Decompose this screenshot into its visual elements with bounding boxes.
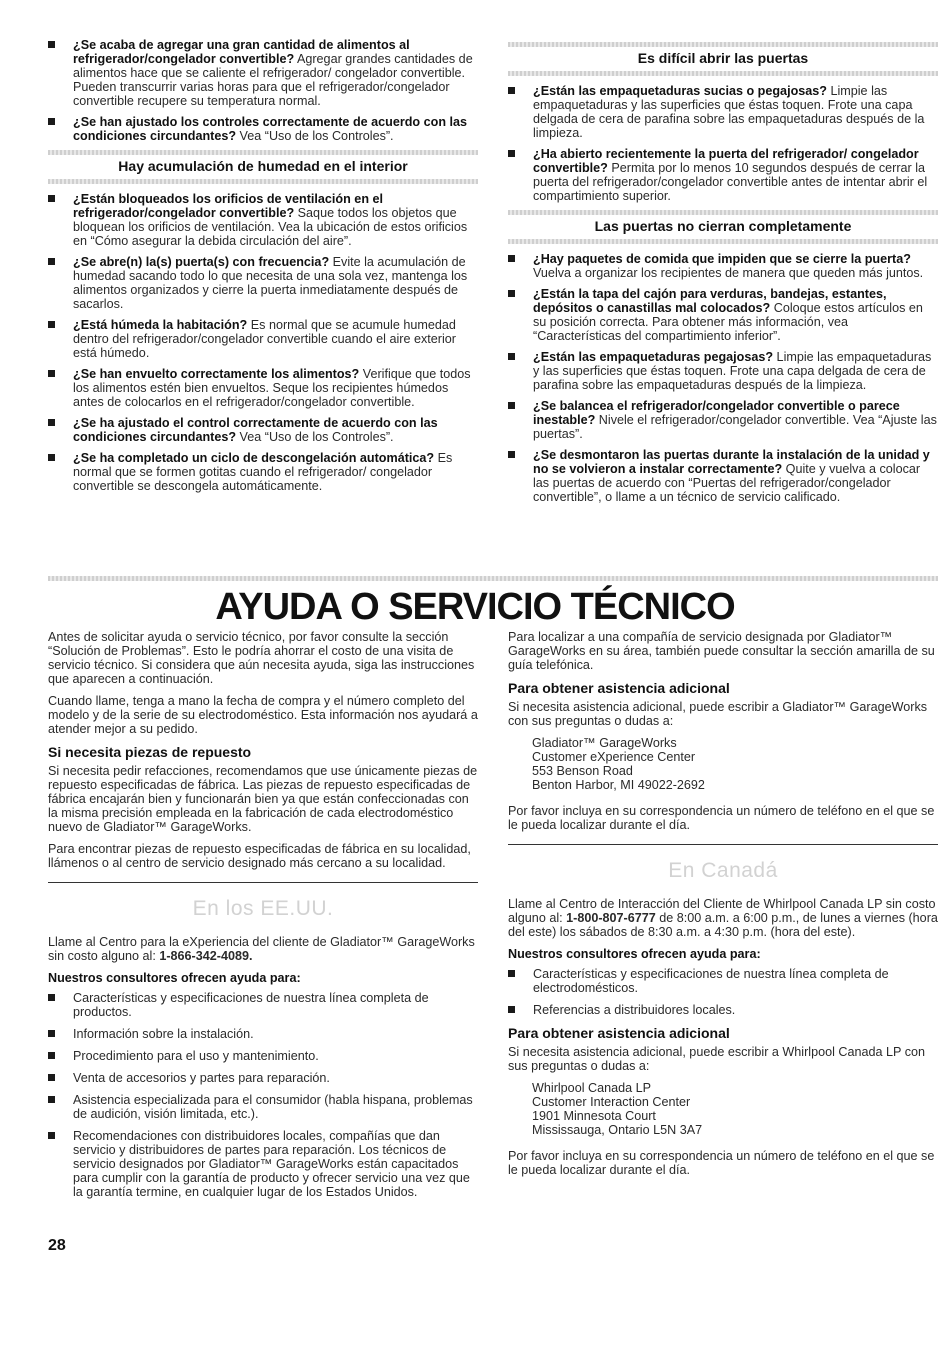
extra-help-text-us: Si necesita asistencia adicional, puede escribir a Gladiator™ GarageWorks con sus preguntas o dudas a: <box>508 700 928 728</box>
locate-paragraph: Para localizar a una compañía de servicio designada por Gladiator™ GarageWorks en su área, también puede consultar la sección amarilla de su guía telefónica. <box>508 630 935 672</box>
list-item <box>508 287 938 343</box>
list-item: Asistencia especializada para el consumidor (habla hispana, problemas de audición, visión limitada, etc.). <box>48 1093 478 1121</box>
item-question: ¿Están bloqueados los orificios de ventilación en el refrigerador/congelador convertible? <box>73 192 384 220</box>
page-number: 28 <box>48 1237 66 1254</box>
list-item <box>48 255 478 311</box>
canada-consultants-lead: Nuestros consultores ofrecen ayuda para: <box>508 947 761 961</box>
doors-hard-heading: Es difícil abrir las puertas <box>508 42 938 76</box>
section-divider-band <box>48 576 938 581</box>
canada-services-list <box>508 967 938 1017</box>
list-item <box>48 451 478 493</box>
address-line: Mississauga, Ontario L5N 3A7 <box>532 1123 703 1137</box>
address-line: 553 Benson Road <box>532 764 633 778</box>
item-question: ¿Están las empaquetaduras sucias o pegajosas? <box>533 84 827 98</box>
item-question: ¿Se balancea el refrigerador/congelador convertible o parece inestable? <box>533 399 900 427</box>
canada-call-paragraph <box>508 897 938 939</box>
us-services-list <box>48 991 478 1199</box>
service-right-column <box>508 630 938 1185</box>
item-answer: Limpie las empaquetaduras y las superficies que éstas toquen. Frote una capa delgada de cera de parafina sobre las empaquetaduras después de la limpieza. <box>533 350 932 392</box>
list-item <box>48 38 478 108</box>
us-call-text: Llame al Centro para la eXperiencia del cliente de Gladiator™ GarageWorks sin costo alguno al: <box>48 935 475 963</box>
address-line: Whirlpool Canada LP <box>532 1081 652 1095</box>
item-question: ¿Se ha completado un ciclo de descongelación automática? <box>73 451 435 465</box>
canada-call-pre: Llame al Centro de Interacción del Cliente de Whirlpool Canada LP sin costo alguno al: <box>508 897 936 925</box>
list-item: Características y especificaciones de nuestra línea completa de electrodomésticos. <box>508 967 938 995</box>
canada-call-post: de 8:00 a.m. a 6:00 p.m., de lunes a viernes (hora del este) los sábados de 8:30 a.m. a 4:30 p.m. (hora del este). <box>508 911 938 939</box>
canada-phone-number: 1-800-807-6777 <box>566 911 656 925</box>
doors-close-heading: Las puertas no cierran completamente <box>508 210 938 244</box>
us-consultants-lead: Nuestros consultores ofrecen ayuda para: <box>48 971 301 985</box>
list-item <box>508 84 938 140</box>
phone-note-us: Por favor incluya en su correspondencia un número de teléfono en el que se le pueda localizar durante el día. <box>508 804 935 832</box>
item-answer: Nivele el refrigerador/congelador convertible. Vea “Ajuste las puertas”. <box>533 413 937 441</box>
parts-paragraph-1: Si necesita pedir refacciones, recomendamos que use únicamente piezas de repuesto especificadas de fábrica. Las piezas de repuesto especificadas de fábrica encajarán bien y funcionarán bien ya que están confeccionadas con la misma precisión empleada en la fabricación de cada electrodoméstico nuevo de Gladiator™ GarageWorks. <box>48 764 478 834</box>
list-item: Recomendaciones con distribuidores locales, compañías que dan servicio y distribuidores de partes para reparación. Los técnicos de servicio designados por Gladiator™ GarageWorks están capacitados para cumplir con la garantía de producto y ofrecer servicio una vez que la garantía termine, en cualquier lugar de los Estados Unidos. <box>48 1129 478 1199</box>
address-line: Customer eXperience Center <box>532 750 696 764</box>
intro-paragraph-2: Cuando llame, tenga a mano la fecha de compra y el número completo del modelo y de la serie de su electrodoméstico. Esta información nos ayudará a atender mejor a su pedido. <box>48 694 478 736</box>
us-region-heading: En los EE.UU. <box>192 897 334 920</box>
item-question: ¿Está húmeda la habitación? <box>73 318 248 332</box>
list-item: Venta de accesorios y partes para reparación. <box>48 1071 478 1085</box>
list-item: Referencias a distribuidores locales. <box>508 1003 938 1017</box>
item-question: ¿Se han envuelto correctamente los alimentos? <box>73 367 360 381</box>
extra-help-heading-canada: Para obtener asistencia adicional <box>508 1025 730 1041</box>
extra-help-heading-us: Para obtener asistencia adicional <box>508 680 730 696</box>
doors-hard-list <box>508 84 938 203</box>
item-question: ¿Están la tapa del cajón para verduras, bandejas, estantes, depósitos o canastillas mal colocados? <box>533 287 887 315</box>
item-answer: Evite la acumulación de humedad sacando todo lo que necesita de una sola vez, mantenga los alimentos organizados y cierre la puerta inmediatamente después de sacarlos. <box>73 255 468 311</box>
list-item <box>48 416 478 444</box>
item-answer: Verifique que todos los alimentos estén bien envueltos. Seque los recipientes húmedos antes de colocarlos en el refrigerador/congelador convertible. <box>73 367 471 409</box>
item-answer: Quite y vuelva a colocar las puertas de acuerdo con “Puertas del refrigerador/congelador convertible”, o llame a un técnico de servicio calificado. <box>533 462 921 504</box>
intro-paragraph-1: Antes de solicitar ayuda o servicio técnico, por favor consulte la sección “Solución de Problemas”. Esto le podría ahorrar el costo de una visita de servicio técnico. Si considera que aún necesita ayuda, siga las instrucciones que aparecen a continuación. <box>48 630 475 686</box>
address-line: Gladiator™ GarageWorks <box>532 736 677 750</box>
item-question: ¿Se desmontaron las puertas durante la instalación de la unidad y no se volvieron a instalar correctamente? <box>533 448 930 476</box>
list-item <box>508 448 938 504</box>
list-item: Características y especificaciones de nuestra línea completa de productos. <box>48 991 478 1019</box>
item-question: ¿Hay paquetes de comida que impiden que se cierre la puerta? <box>533 252 911 266</box>
item-answer: Agregar grandes cantidades de alimentos hace que se caliente el refrigerador/ congelador convertible. Pueden transcurrir varias horas para que el refrigerador/congelador convertible recupere su temperatura normal. <box>73 52 473 108</box>
us-mailing-address <box>532 736 938 792</box>
item-question: ¿Se han ajustado los controles correctamente de acuerdo con las condiciones circundantes? <box>73 115 468 143</box>
item-answer: Saque todos los objetos que bloquean los orificios de ventilación. Vea la ubicación de estos orificios en “Cómo asegurar la debida circulación del aire”. <box>73 206 468 248</box>
doors-close-list <box>508 252 938 504</box>
item-answer: Vea “Uso de los Controles”. <box>236 430 394 444</box>
humidity-items-list <box>48 192 478 493</box>
item-answer: Limpie las empaquetaduras y las superficies que éstas toquen. Frote una capa delgada de cera de parafina sobre las empaquetaduras después de la limpieza. <box>533 84 925 140</box>
extra-help-text-canada: Si necesita asistencia adicional, puede escribir a Whirlpool Canada LP con sus preguntas o dudas a: <box>508 1045 926 1073</box>
temperature-items-list <box>48 38 478 143</box>
item-answer: Es normal que se acumule humedad dentro del refrigerador/congelador convertible cuando el aire exterior está húmedo. <box>73 318 456 360</box>
item-question: ¿Se acaba de agregar una gran cantidad de alimentos al refrigerador/congelador convertible? <box>73 38 410 66</box>
item-question: ¿Están las empaquetaduras pegajosas? <box>533 350 774 364</box>
item-question: ¿Se abre(n) la(s) puerta(s) con frecuencia? <box>73 255 330 269</box>
list-item: Procedimiento para el uso y mantenimiento. <box>48 1049 478 1063</box>
item-question: ¿Se ha ajustado el control correctamente de acuerdo con las condiciones circundantes? <box>73 416 438 444</box>
us-call-paragraph <box>48 935 478 963</box>
item-question: ¿Ha abierto recientemente la puerta del refrigerador/ congelador convertible? <box>533 147 919 175</box>
list-item <box>508 350 938 392</box>
canada-region-heading: En Canadá <box>668 859 778 882</box>
list-item <box>508 252 938 280</box>
service-left-column <box>48 630 478 1207</box>
item-answer: Permita por lo menos 10 segundos después de cerrar la puerta del refrigerador/congelador convertible antes de intentar abrir el compartimiento superior. <box>533 161 928 203</box>
item-answer: Vea “Uso de los Controles”. <box>236 129 394 143</box>
address-line: 1901 Minnesota Court <box>532 1109 656 1123</box>
item-answer: Vuelva a organizar los recipientes de manera que queden más juntos. <box>533 266 924 280</box>
troubleshooting-right-column <box>508 38 938 511</box>
list-item <box>508 399 938 441</box>
canada-mailing-address <box>532 1081 938 1137</box>
phone-note-canada: Por favor incluya en su correspondencia un número de teléfono en el que se le pueda localizar durante el día. <box>508 1149 935 1177</box>
us-phone-number: 1-866-342-4089. <box>159 949 253 963</box>
parts-paragraph-2: Para encontrar piezas de repuesto especificadas de fábrica en su localidad, llámenos o al centro de servicio designado más cercano a su localidad. <box>48 842 471 870</box>
parts-heading: Si necesita piezas de repuesto <box>48 744 252 760</box>
main-title: AYUDA O SERVICIO TÉCNICO <box>215 586 735 628</box>
address-line: Customer Interaction Center <box>532 1095 691 1109</box>
item-answer: Coloque estos artículos en su posición correcta. Para obtener más información, vea “Características del compartimiento inferior”. <box>533 301 923 343</box>
divider-rule <box>508 844 938 845</box>
item-answer: Es normal que se formen gotitas cuando el refrigerador/ congelador convertible se descongela automáticamente. <box>73 451 453 493</box>
list-item <box>48 115 478 143</box>
list-item <box>48 318 478 360</box>
list-item <box>48 367 478 409</box>
list-item: Información sobre la instalación. <box>48 1027 478 1041</box>
list-item <box>48 192 478 248</box>
humidity-heading: Hay acumulación de humedad en el interior <box>48 150 478 184</box>
divider-rule <box>48 882 478 883</box>
list-item <box>508 147 938 203</box>
address-line: Benton Harbor, MI 49022-2692 <box>532 778 705 792</box>
troubleshooting-left-column <box>48 38 478 500</box>
